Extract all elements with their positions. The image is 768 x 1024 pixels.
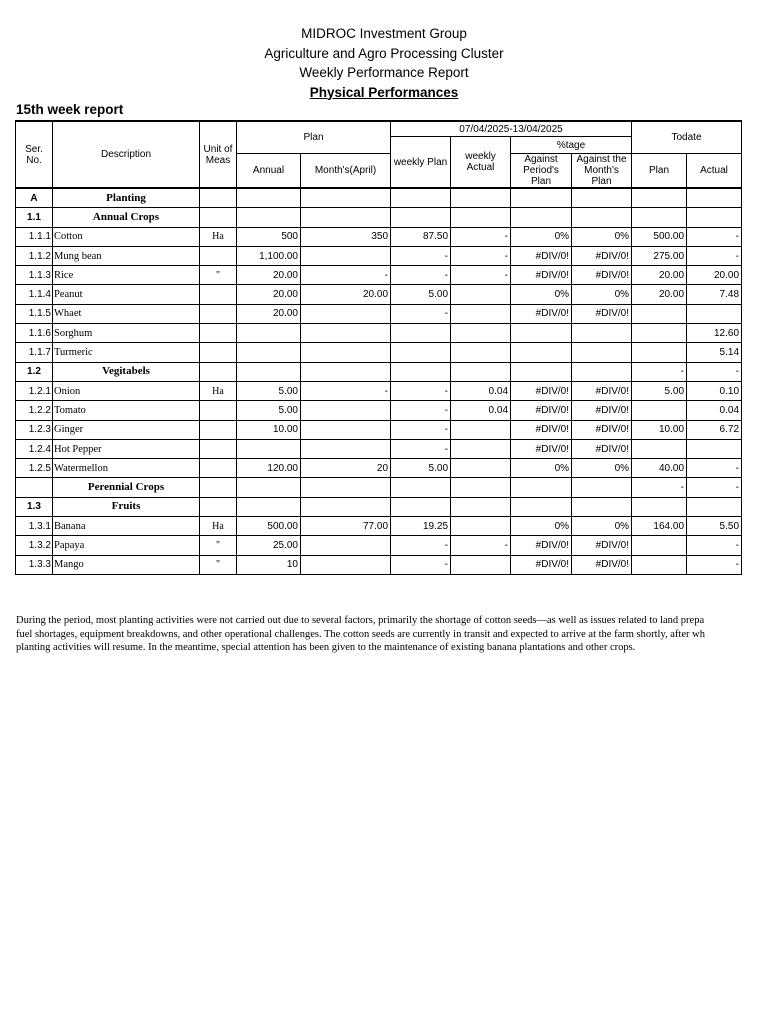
header-row-1 xyxy=(16,121,742,137)
ser-cell: 1.2.5 xyxy=(16,459,53,478)
unit-cell xyxy=(200,343,237,362)
ser-cell: 1.1.5 xyxy=(16,304,53,323)
weekly-plan-cell: - xyxy=(391,381,451,400)
unit-cell xyxy=(200,497,237,516)
todate-plan-cell: 5.00 xyxy=(632,381,687,400)
weekly-actual-cell xyxy=(451,459,511,478)
todate-actual-cell: - xyxy=(687,536,742,555)
todate-plan-cell: 500.00 xyxy=(632,227,687,246)
month-plan-cell xyxy=(301,188,391,208)
description-cell: Mango xyxy=(53,555,200,574)
unit-cell xyxy=(200,478,237,497)
month-pct-cell: #DIV/0! xyxy=(572,536,632,555)
description-cell: Turmeric xyxy=(53,343,200,362)
todate-actual-cell: 6.72 xyxy=(687,420,742,439)
weekly-actual-cell xyxy=(451,517,511,536)
description-cell: Rice xyxy=(53,266,200,285)
period-pct-cell: #DIV/0! xyxy=(511,266,572,285)
period-pct-cell: #DIV/0! xyxy=(511,381,572,400)
section-row xyxy=(16,208,742,227)
ser-cell: 1.3 xyxy=(16,497,53,516)
todate-actual-cell: 5.50 xyxy=(687,517,742,536)
table-row xyxy=(16,517,742,536)
todate-plan-cell xyxy=(632,536,687,555)
weekly-actual-cell xyxy=(451,343,511,362)
report-section-title: Physical Performances xyxy=(309,84,459,100)
unit-cell xyxy=(200,208,237,227)
weekly-actual-cell: 0.04 xyxy=(451,401,511,420)
todate-plan-cell: 10.00 xyxy=(632,420,687,439)
description-cell: Whaet xyxy=(53,304,200,323)
month-plan-cell: - xyxy=(301,381,391,400)
ser-cell: 1.2.4 xyxy=(16,439,53,458)
table-row xyxy=(16,343,742,362)
weekly-actual-cell xyxy=(451,188,511,208)
annual-plan-cell: 10.00 xyxy=(237,420,301,439)
weekly-actual-cell xyxy=(451,478,511,497)
company-name: MIDROC Investment Group xyxy=(301,26,467,41)
weekly-actual-cell: 0.04 xyxy=(451,381,511,400)
weekly-actual-cell xyxy=(451,497,511,516)
period-pct-cell: #DIV/0! xyxy=(511,439,572,458)
period-pct-cell xyxy=(511,497,572,516)
weekly-plan-cell: - xyxy=(391,536,451,555)
period-pct-cell: 0% xyxy=(511,459,572,478)
todate-actual-cell: - xyxy=(687,362,742,381)
report-note xyxy=(16,614,742,655)
weekly-plan-cell xyxy=(391,478,451,497)
period-pct-cell: #DIV/0! xyxy=(511,401,572,420)
todate-plan-cell xyxy=(632,188,687,208)
ser-cell: 1.1.4 xyxy=(16,285,53,304)
todate-actual-cell: 0.10 xyxy=(687,381,742,400)
todate-actual-cell: 12.60 xyxy=(687,324,742,343)
description-cell: Annual Crops xyxy=(53,208,200,227)
todate-actual-cell: - xyxy=(687,478,742,497)
todate-actual-cell xyxy=(687,304,742,323)
weekly-plan-cell xyxy=(391,343,451,362)
unit-cell xyxy=(200,439,237,458)
month-plan-cell xyxy=(301,497,391,516)
weekly-plan-cell: - xyxy=(391,401,451,420)
ser-cell: 1.1.2 xyxy=(16,246,53,265)
table-row xyxy=(16,285,742,304)
month-pct-cell: #DIV/0! xyxy=(572,304,632,323)
ser-cell: A xyxy=(16,188,53,208)
annual-plan-cell: 20.00 xyxy=(237,304,301,323)
todate-actual-cell: - xyxy=(687,227,742,246)
todate-actual-cell xyxy=(687,208,742,227)
ser-cell: 1.3.2 xyxy=(16,536,53,555)
annual-plan-cell: 20.00 xyxy=(237,266,301,285)
period-pct-cell: 0% xyxy=(511,227,572,246)
header-against-month: Against the Month's Plan xyxy=(572,154,632,189)
annual-plan-cell xyxy=(237,208,301,227)
month-plan-cell xyxy=(301,304,391,323)
period-pct-cell: #DIV/0! xyxy=(511,420,572,439)
weekly-plan-cell: - xyxy=(391,439,451,458)
month-pct-cell: #DIV/0! xyxy=(572,420,632,439)
weekly-actual-cell: - xyxy=(451,246,511,265)
weekly-plan-cell: 87.50 xyxy=(391,227,451,246)
todate-plan-cell: - xyxy=(632,362,687,381)
unit-cell: Ha xyxy=(200,381,237,400)
unit-cell xyxy=(200,246,237,265)
month-plan-cell xyxy=(301,324,391,343)
period-pct-cell: #DIV/0! xyxy=(511,555,572,574)
month-plan-cell: 20.00 xyxy=(301,285,391,304)
unit-cell xyxy=(200,324,237,343)
period-pct-cell: #DIV/0! xyxy=(511,304,572,323)
weekly-plan-cell xyxy=(391,188,451,208)
note-line: fuel shortages, equipment breakdowns, and other operational challenges. The cotton seeds are currently in transit and expected to arrive at the farm shortly, after wh xyxy=(16,628,705,640)
header-weekly-plan: weekly Plan xyxy=(391,137,451,189)
description-cell: Perennial Crops xyxy=(53,478,200,497)
unit-cell: " xyxy=(200,266,237,285)
todate-plan-cell: 40.00 xyxy=(632,459,687,478)
section-row xyxy=(16,497,742,516)
weekly-actual-cell xyxy=(451,324,511,343)
todate-actual-cell: 0.04 xyxy=(687,401,742,420)
weekly-actual-cell: - xyxy=(451,536,511,555)
header-annual: Annual xyxy=(237,154,301,189)
month-plan-cell xyxy=(301,343,391,362)
header-description: Description xyxy=(53,121,200,188)
period-pct-cell xyxy=(511,188,572,208)
unit-cell: " xyxy=(200,555,237,574)
unit-cell xyxy=(200,188,237,208)
annual-plan-cell xyxy=(237,439,301,458)
weekly-actual-cell xyxy=(451,208,511,227)
month-plan-cell xyxy=(301,536,391,555)
unit-cell: " xyxy=(200,536,237,555)
unit-cell: Ha xyxy=(200,517,237,536)
weekly-plan-cell: - xyxy=(391,420,451,439)
description-cell: Sorghum xyxy=(53,324,200,343)
ser-cell xyxy=(16,478,53,497)
ser-cell: 1.1.1 xyxy=(16,227,53,246)
weekly-plan-cell: - xyxy=(391,555,451,574)
section-row xyxy=(16,478,742,497)
report-name: Weekly Performance Report xyxy=(299,65,469,80)
period-pct-cell: #DIV/0! xyxy=(511,536,572,555)
annual-plan-cell xyxy=(237,188,301,208)
weekly-actual-cell xyxy=(451,304,511,323)
annual-plan-cell xyxy=(237,362,301,381)
todate-actual-cell xyxy=(687,497,742,516)
month-pct-cell xyxy=(572,497,632,516)
todate-plan-cell: 275.00 xyxy=(632,246,687,265)
month-pct-cell: 0% xyxy=(572,517,632,536)
table-row xyxy=(16,401,742,420)
header-plan: Plan xyxy=(237,121,391,154)
month-plan-cell xyxy=(301,420,391,439)
header-todate-plan: Plan xyxy=(632,154,687,189)
description-cell: Vegitabels xyxy=(53,362,200,381)
cluster-name: Agriculture and Agro Processing Cluster xyxy=(264,45,504,61)
annual-plan-cell: 1,100.00 xyxy=(237,246,301,265)
annual-plan-cell xyxy=(237,343,301,362)
annual-plan-cell: 25.00 xyxy=(237,536,301,555)
annual-plan-cell: 500 xyxy=(237,227,301,246)
month-plan-cell xyxy=(301,362,391,381)
weekly-plan-cell: 5.00 xyxy=(391,459,451,478)
table-row xyxy=(16,439,742,458)
month-pct-cell: 0% xyxy=(572,227,632,246)
ser-cell: 1.1.7 xyxy=(16,343,53,362)
month-pct-cell xyxy=(572,188,632,208)
description-cell: Cotton xyxy=(53,227,200,246)
period-pct-cell xyxy=(511,324,572,343)
period-pct-cell: 0% xyxy=(511,285,572,304)
unit-cell xyxy=(200,401,237,420)
description-cell: Hot Pepper xyxy=(53,439,200,458)
weekly-plan-cell xyxy=(391,497,451,516)
unit-cell xyxy=(200,362,237,381)
period-pct-cell xyxy=(511,478,572,497)
todate-plan-cell xyxy=(632,208,687,227)
header-against-period: Against Period's Plan xyxy=(511,154,572,189)
period-pct-cell: 0% xyxy=(511,517,572,536)
weekly-actual-cell xyxy=(451,439,511,458)
month-plan-cell xyxy=(301,208,391,227)
header-ser-no: Ser. No. xyxy=(16,121,53,188)
month-pct-cell xyxy=(572,343,632,362)
header-period: 07/04/2025-13/04/2025 xyxy=(391,121,632,137)
week-label: 15th week report xyxy=(16,102,124,117)
weekly-plan-cell xyxy=(391,208,451,227)
weekly-actual-cell xyxy=(451,420,511,439)
table-row xyxy=(16,420,742,439)
unit-cell: Ha xyxy=(200,227,237,246)
annual-plan-cell xyxy=(237,324,301,343)
description-cell: Mung bean xyxy=(53,246,200,265)
weekly-plan-cell: - xyxy=(391,304,451,323)
todate-plan-cell: - xyxy=(632,478,687,497)
period-pct-cell xyxy=(511,343,572,362)
month-pct-cell: #DIV/0! xyxy=(572,401,632,420)
performance-table xyxy=(15,120,742,575)
annual-plan-cell: 5.00 xyxy=(237,381,301,400)
period-pct-cell xyxy=(511,362,572,381)
todate-actual-cell: - xyxy=(687,459,742,478)
annual-plan-cell xyxy=(237,497,301,516)
weekly-actual-cell xyxy=(451,362,511,381)
month-plan-cell xyxy=(301,439,391,458)
ser-cell: 1.2.2 xyxy=(16,401,53,420)
period-pct-cell: #DIV/0! xyxy=(511,246,572,265)
header-pctage: %tage xyxy=(511,137,632,154)
ser-cell: 1.2 xyxy=(16,362,53,381)
weekly-plan-cell xyxy=(391,362,451,381)
section-row xyxy=(16,362,742,381)
month-pct-cell: #DIV/0! xyxy=(572,266,632,285)
todate-actual-cell xyxy=(687,439,742,458)
month-pct-cell: #DIV/0! xyxy=(572,555,632,574)
month-pct-cell: #DIV/0! xyxy=(572,381,632,400)
unit-cell xyxy=(200,304,237,323)
weekly-actual-cell: - xyxy=(451,266,511,285)
weekly-actual-cell xyxy=(451,285,511,304)
todate-plan-cell xyxy=(632,497,687,516)
month-pct-cell xyxy=(572,208,632,227)
annual-plan-cell xyxy=(237,478,301,497)
month-pct-cell: #DIV/0! xyxy=(572,439,632,458)
table-row xyxy=(16,246,742,265)
ser-cell: 1.3.3 xyxy=(16,555,53,574)
weekly-plan-cell: 5.00 xyxy=(391,285,451,304)
header-weekly-actual: weekly Actual xyxy=(451,137,511,189)
table-row xyxy=(16,324,742,343)
unit-cell xyxy=(200,285,237,304)
ser-cell: 1.1.6 xyxy=(16,324,53,343)
description-cell: Ginger xyxy=(53,420,200,439)
month-plan-cell xyxy=(301,478,391,497)
header-todate: Todate xyxy=(632,121,742,154)
todate-plan-cell xyxy=(632,555,687,574)
todate-plan-cell xyxy=(632,304,687,323)
description-cell: Onion xyxy=(53,381,200,400)
header-todate-actual: Actual xyxy=(687,154,742,189)
ser-cell: 1.1.3 xyxy=(16,266,53,285)
description-cell: Fruits xyxy=(53,497,200,516)
weekly-plan-cell xyxy=(391,324,451,343)
todate-plan-cell: 20.00 xyxy=(632,266,687,285)
table-row xyxy=(16,381,742,400)
ser-cell: 1.2.3 xyxy=(16,420,53,439)
annual-plan-cell: 20.00 xyxy=(237,285,301,304)
description-cell: Banana xyxy=(53,517,200,536)
ser-cell: 1.3.1 xyxy=(16,517,53,536)
month-pct-cell xyxy=(572,478,632,497)
header-month: Month's(April) xyxy=(301,154,391,189)
weekly-plan-cell: - xyxy=(391,266,451,285)
description-cell: Peanut xyxy=(53,285,200,304)
todate-actual-cell: 5.14 xyxy=(687,343,742,362)
month-pct-cell: #DIV/0! xyxy=(572,246,632,265)
table-row xyxy=(16,266,742,285)
section-row xyxy=(16,188,742,208)
todate-plan-cell: 164.00 xyxy=(632,517,687,536)
weekly-actual-cell xyxy=(451,555,511,574)
description-cell: Planting xyxy=(53,188,200,208)
month-pct-cell: 0% xyxy=(572,459,632,478)
month-plan-cell: 20 xyxy=(301,459,391,478)
note-line: During the period, most planting activities were not carried out due to several factors, primarily the shortage of cotton seeds—as well as issues related to land prepa xyxy=(16,615,705,626)
annual-plan-cell: 500.00 xyxy=(237,517,301,536)
todate-actual-cell: - xyxy=(687,555,742,574)
todate-plan-cell xyxy=(632,439,687,458)
table-row xyxy=(16,459,742,478)
month-plan-cell: 77.00 xyxy=(301,517,391,536)
month-plan-cell xyxy=(301,246,391,265)
annual-plan-cell: 120.00 xyxy=(237,459,301,478)
report-title-block xyxy=(0,24,768,102)
todate-actual-cell: 20.00 xyxy=(687,266,742,285)
period-pct-cell xyxy=(511,208,572,227)
note-line: planting activities will resume. In the meantime, special attention has been given to the maintenance of existing banana plantations and other crops. xyxy=(16,642,636,653)
todate-plan-cell xyxy=(632,324,687,343)
annual-plan-cell: 5.00 xyxy=(237,401,301,420)
todate-actual-cell: - xyxy=(687,246,742,265)
month-plan-cell: 350 xyxy=(301,227,391,246)
annual-plan-cell: 10 xyxy=(237,555,301,574)
todate-plan-cell xyxy=(632,343,687,362)
description-cell: Watermellon xyxy=(53,459,200,478)
description-cell: Papaya xyxy=(53,536,200,555)
month-plan-cell xyxy=(301,555,391,574)
weekly-actual-cell: - xyxy=(451,227,511,246)
table-row xyxy=(16,304,742,323)
table-row xyxy=(16,555,742,574)
month-plan-cell: - xyxy=(301,266,391,285)
todate-plan-cell xyxy=(632,401,687,420)
ser-cell: 1.2.1 xyxy=(16,381,53,400)
todate-actual-cell xyxy=(687,188,742,208)
table-row xyxy=(16,536,742,555)
ser-cell: 1.1 xyxy=(16,208,53,227)
month-pct-cell xyxy=(572,362,632,381)
table-row xyxy=(16,227,742,246)
month-pct-cell: 0% xyxy=(572,285,632,304)
weekly-plan-cell: 19.25 xyxy=(391,517,451,536)
weekly-plan-cell: - xyxy=(391,246,451,265)
todate-plan-cell: 20.00 xyxy=(632,285,687,304)
todate-actual-cell: 7.48 xyxy=(687,285,742,304)
description-cell: Tomato xyxy=(53,401,200,420)
unit-cell xyxy=(200,459,237,478)
month-plan-cell xyxy=(301,401,391,420)
header-unit: Unit of Meas xyxy=(200,121,237,188)
month-pct-cell xyxy=(572,324,632,343)
unit-cell xyxy=(200,420,237,439)
